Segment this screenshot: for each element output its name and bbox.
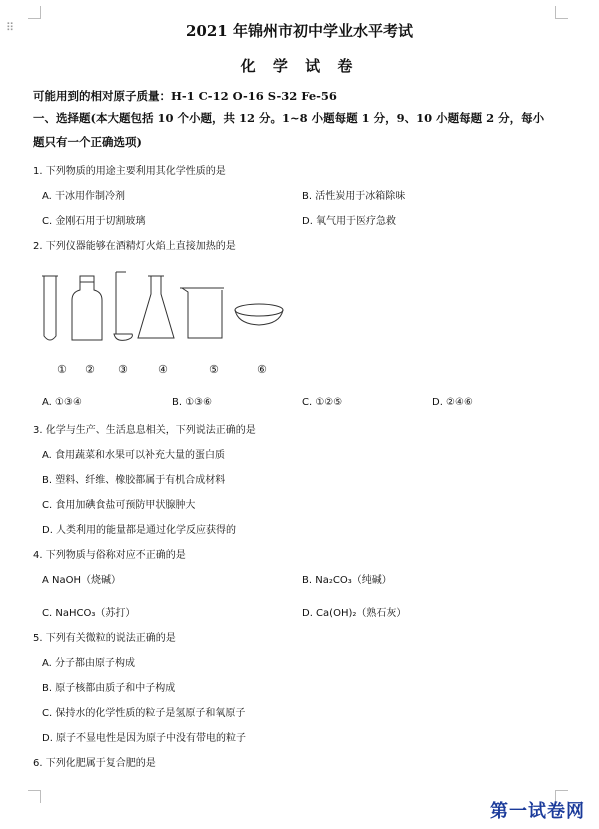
- q5-option-a[interactable]: A. 分子都由原子构成: [42, 658, 136, 669]
- q4-option-b[interactable]: B. Na₂CO₃（纯碱）: [302, 575, 392, 586]
- q4-option-c[interactable]: C. NaHCO₃（苏打）: [42, 608, 136, 619]
- section-heading-line2: 题只有一个正确选项): [33, 135, 142, 149]
- section-heading-line1: 一、选择题(本大题包括 10 个小题，共 12 分。1~8 小题每题 1 分，9、10 小题每题 2 分，每小: [33, 111, 545, 125]
- atomic-masses: 可能用到的相对原子质量：H-1 C-12 O-16 S-32 Fe-56: [33, 89, 337, 103]
- reagent-bottle-icon: [72, 276, 102, 340]
- q2-option-d[interactable]: D. ②④⑥: [432, 397, 473, 408]
- apparatus-label-5: ⑤: [209, 363, 219, 376]
- q5-option-b[interactable]: B. 原子核都由质子和中子构成: [42, 683, 176, 694]
- q1-option-d[interactable]: D. 氧气用于医疗急救: [302, 216, 397, 227]
- apparatus-label-2: ②: [85, 363, 95, 376]
- apparatus-label-6: ⑥: [257, 363, 267, 376]
- q3-option-a[interactable]: A. 食用蔬菜和水果可以补充大量的蛋白质: [42, 450, 226, 461]
- q4-option-d[interactable]: D. Ca(OH)₂（熟石灰）: [302, 608, 407, 619]
- q3-option-d[interactable]: D. 人类利用的能量都是通过化学反应获得的: [42, 525, 237, 536]
- q2-option-a[interactable]: A. ①③④: [42, 397, 82, 408]
- evaporating-dish-icon: [235, 304, 283, 325]
- exam-subtitle: 化 学 试 卷: [240, 57, 359, 75]
- apparatus-label-4: ④: [158, 363, 168, 376]
- q3-option-b[interactable]: B. 塑料、纤维、橡胶都属于有机合成材料: [42, 475, 226, 486]
- site-watermark-logo: 第一试卷网: [490, 801, 585, 822]
- lab-apparatus-figure: [30, 268, 300, 348]
- conical-flask-icon: [138, 276, 174, 338]
- q1-option-a[interactable]: A. 干冰用作制冷剂: [42, 191, 126, 202]
- q4-option-a[interactable]: A NaOH（烧碱）: [42, 575, 122, 586]
- combustion-spoon-icon: [114, 272, 132, 340]
- q1-option-b[interactable]: B. 活性炭用于冰箱除味: [302, 191, 406, 202]
- q5-option-c[interactable]: C. 保持水的化学性质的粒子是氢原子和氧原子: [42, 708, 246, 719]
- exam-title: 2021 年锦州市初中学业水平考试: [186, 22, 413, 40]
- question-5-stem: 5. 下列有关微粒的说法正确的是: [33, 633, 176, 644]
- question-3-stem: 3. 化学与生产、生活息息相关，下列说法正确的是: [33, 425, 256, 436]
- crop-mark-bottom-left: [28, 790, 41, 803]
- drag-handle-icon[interactable]: ⠿: [6, 21, 16, 34]
- apparatus-label-3: ③: [118, 363, 128, 376]
- test-tube-icon: [42, 276, 58, 340]
- crop-mark-top-right: [555, 6, 568, 19]
- q1-option-c[interactable]: C. 金刚石用于切割玻璃: [42, 216, 146, 227]
- q2-option-b[interactable]: B. ①③⑥: [172, 397, 213, 408]
- q5-option-d[interactable]: D. 原子不显电性是因为原子中没有带电的粒子: [42, 733, 247, 744]
- question-6-stem: 6. 下列化肥属于复合肥的是: [33, 758, 156, 769]
- question-4-stem: 4. 下列物质与俗称对应不正确的是: [33, 550, 186, 561]
- beaker-icon: [180, 288, 224, 338]
- crop-mark-top-left: [28, 6, 41, 19]
- apparatus-label-1: ①: [57, 363, 67, 376]
- question-2-stem: 2. 下列仪器能够在酒精灯火焰上直接加热的是: [33, 241, 236, 252]
- question-1-stem: 1. 下列物质的用途主要利用其化学性质的是: [33, 166, 226, 177]
- q3-option-c[interactable]: C. 食用加碘食盐可预防甲状腺肿大: [42, 500, 196, 511]
- q2-option-c[interactable]: C. ①②⑤: [302, 397, 343, 408]
